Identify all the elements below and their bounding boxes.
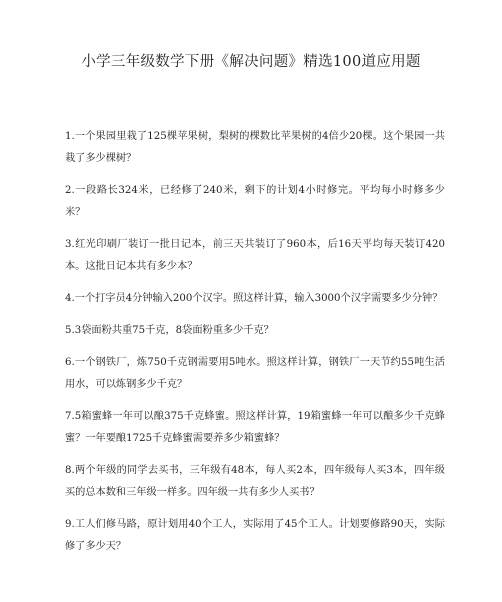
question-7: 7.5箱蜜蜂一年可以酿375千克蜂蜜。照这样计算，19箱蜜蜂一年可以酿多少千克蜂蜜？一年要酿1725千克蜂蜜需要养多少箱蜜蜂？ — [65, 411, 445, 444]
question-5: 5.3袋面粉共重75千克，8袋面粉重多少千克？ — [65, 325, 274, 336]
question-1: 1.一个果园里栽了125棵苹果树，梨树的棵数比苹果树的4倍少20棵。这个果园一共栽了多少棵树？ — [65, 131, 445, 164]
question-6: 6.一个钢铁厂，炼750千克钢需要用5吨水。照这样计算，钢铁厂一天节约55吨生活用水，可以炼钢多少千克？ — [65, 357, 445, 390]
question-3: 3.红光印刷厂装订一批日记本，前三天共装订了960本，后16天平均每天装订420本。这批日记本共有多少本？ — [65, 239, 445, 272]
question-9: 9.工人们修马路，原计划用40个工人，实际用了45个工人。计划要修路90天，实际修了多少天？ — [65, 519, 445, 552]
document-title: 小学三年级数学下册《解决问题》精选100道应用题 — [81, 54, 421, 70]
question-2: 2.一段路长324米，已经修了240米，剩下的计划4小时修完。平均每小时修多少米？ — [65, 185, 445, 218]
question-4: 4.一个打字员4分钟输入200个汉字。照这样计算，输入3000个汉字需要多少分钟？ — [65, 293, 443, 304]
question-list — [65, 126, 445, 568]
question-8: 8.两个年级的同学去买书，三年级有48本，每人买2本，四年级每人买3本，四年级买的总本数和三年级一样多。四年级一共有多少人买书？ — [65, 465, 445, 498]
